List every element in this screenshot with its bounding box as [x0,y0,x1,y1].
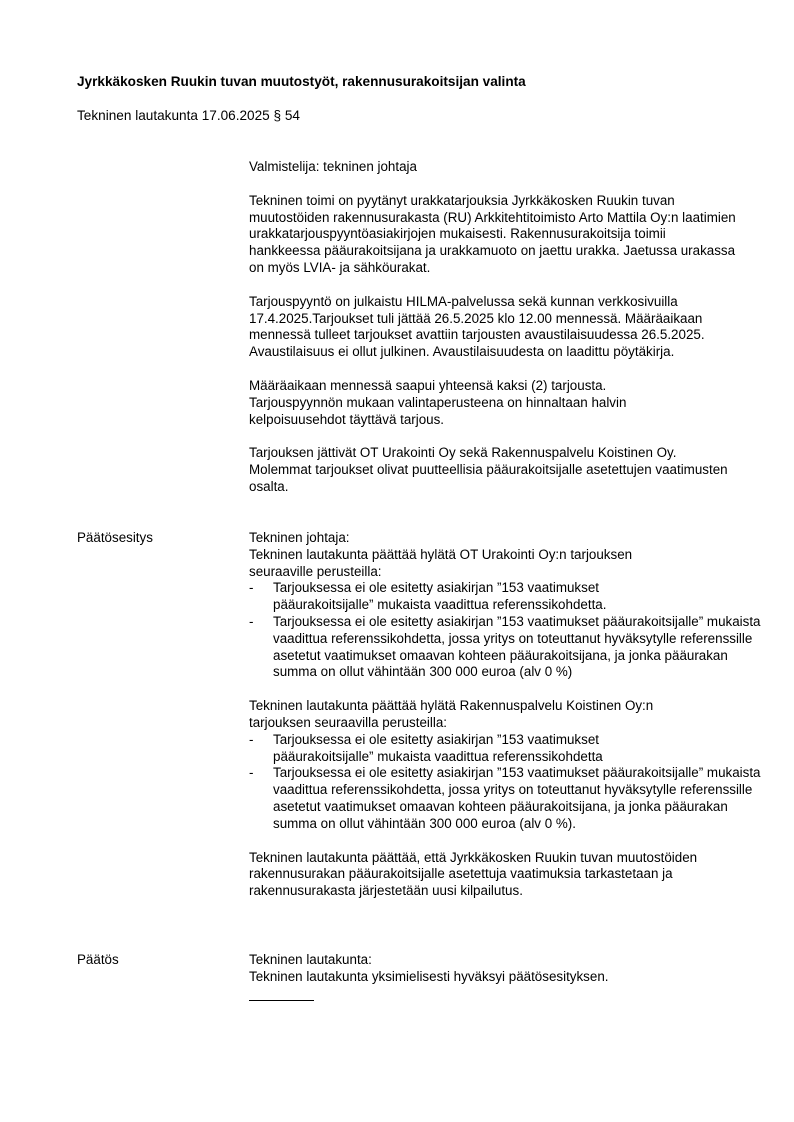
decision-section [249,952,749,986]
bullet-marker: - [249,765,254,781]
preparer-line: Valmistelija: tekninen johtaja [249,159,417,174]
proposal-section [249,530,761,900]
signature-rule [249,1000,314,1001]
decision-body-line: Tekninen lautakunta: [249,952,372,967]
preparation-section [249,159,749,496]
proposer-line: Tekninen johtaja: [249,530,350,545]
list-item [249,614,763,681]
proposal-label: Päätösesitys [77,530,153,545]
second-rejection-intro: Tekninen lautakunta päättää hylätä Rakennuspalvelu Koistinen Oy:n tarjouksen seuraavilla perusteilla: [249,698,654,730]
intro-paragraph: Tarjouspyyntö on julkaistu HILMA-palvelussa sekä kunnan verkkosivuilla 17.4.2025.Tarjoukset tuli jättää 26.5.2025 klo 12.00 mennessä. Määräaikaan mennessä tulleet tarjoukset avattiin tarjousten avaustilaisuudessa 26.5.2025. Avaustilaisuus ei ollut julkinen. Avaustilaisuudesta on laadittu pöytäkirja. [249,293,705,360]
intro-paragraph: Tarjouksen jättivät OT Urakointi Oy sekä Rakennuspalvelu Koistinen Oy. Molemmat tarjoukset olivat puutteellisia pääurakoitsijalle asetettujen vaatimusten osalta. [249,445,728,494]
list-item [249,580,673,614]
list-item [249,732,673,766]
first-rejection-list [249,580,761,681]
list-item-text: Tarjouksessa ei ole esitetty asiakirjan ”153 vaatimukset pääurakoitsijalle” mukaista vaadittua referenssikohdetta, jossa yritys on toteuttanut hyväksytylle referenssille asetetut vaatimukset omaavan kohteen pääurakoitsijana, ja jonka pääurakan summa on ollut vähintään 300 000 euroa (alv 0 %) [273,613,761,680]
decision-text: Tekninen lautakunta yksimielisesti hyväksyi päätösesityksen. [249,968,609,984]
list-item-text: Tarjouksessa ei ole esitetty asiakirjan ”153 vaatimukset pääurakoitsijalle” mukaista vaadittua referenssikohdetta [273,731,603,764]
list-item-text: Tarjouksessa ei ole esitetty asiakirjan ”153 vaatimukset pääurakoitsijalle” mukaista vaadittua referenssikohdetta, jossa yritys on toteuttanut hyväksytylle referenssille asetetut vaatimukset omaavan kohteen pääurakoitsijana, ja jonka pääurakan summa on ollut vähintään 300 000 euroa (alv 0 %). [273,765,761,831]
list-item [249,765,763,832]
bullet-marker: - [249,580,254,596]
meeting-reference: Tekninen lautakunta 17.06.2025 § 54 [77,108,300,123]
bullet-marker: - [249,613,254,629]
decision-label: Päätös [77,952,119,967]
intro-paragraph: Tekninen toimi on pyytänyt urakkatarjouksia Jyrkkäkosken Ruukin tuvan muutostöiden rakennusurakasta (RU) Arkkitehtitoimisto Arto Mattila Oy:n laatimien urakkatarjouspyyntöasiakirjojen mukaisesti. Rakennusurakoitsija toimii hankkeessa pääurakoitsijana ja urakkamuoto on jaettu urakka. Jaetussa urakassa on myös LVIA- ja sähköurakat. [249,192,736,275]
second-rejection-list [249,731,761,833]
first-rejection-intro: Tekninen lautakunta päättää hylätä OT Urakointi Oy:n tarjouksen seuraaville perusteilla: [249,546,633,579]
intro-paragraph: Määräaikaan mennessä saapui yhteensä kaksi (2) tarjousta. Tarjouspyynnön mukaan valintaperusteena on hinnaltaan halvin kelpoisuusehdot täyttävä tarjous. [249,377,627,427]
document-title: Jyrkkäkosken Ruukin tuvan muutostyöt, rakennusurakoitsijan valinta [77,74,526,89]
bullet-marker: - [249,731,254,747]
list-item-text: Tarjouksessa ei ole esitetty asiakirjan ”153 vaatimukset pääurakoitsijalle” mukaista vaadittua referenssikohdetta. [273,580,607,613]
proposal-conclusion: Tekninen lautakunta päättää, että Jyrkkäkosken Ruukin tuvan muutostöiden rakennusurakan pääurakoitsijalle asetettuja vaatimuksia tarkastetaan ja rakennusurakasta järjestetään uusi kilpailutus. [249,849,698,899]
